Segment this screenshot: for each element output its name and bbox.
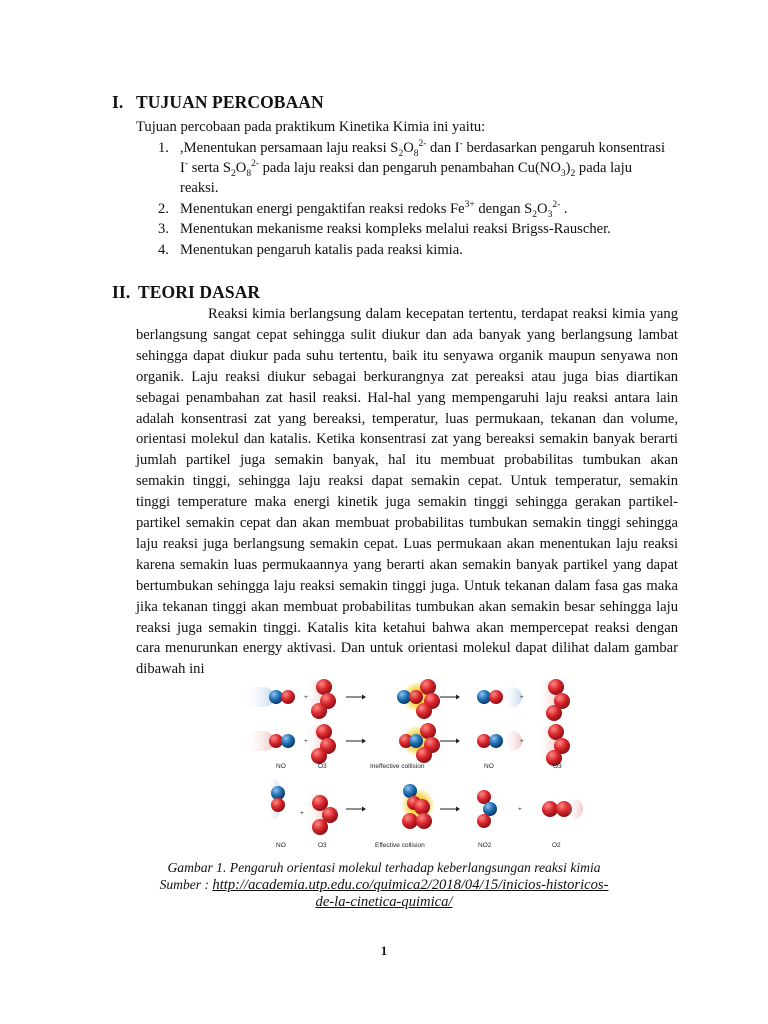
figure-caption: Gambar 1. Pengaruh orientasi molekul terhadap keberlangsungan reaksi kimia xyxy=(167,860,601,875)
paragraph-line: adalah konsentrasi zat yang bereaksi, temperatur, luas permukaan, tekanan dan volume, xyxy=(136,410,678,427)
paragraph-line: cara menurunkan energy aktivasi. Dan untuk orientasi molekul dapat dilihat dalam gambar xyxy=(136,640,678,657)
paragraph-line: laju reaksi juga berlangsung semakin cepat. Luas permukaan akan menentukan laju reaksi xyxy=(136,535,678,552)
label-o3: O3 xyxy=(318,763,327,770)
section-intro: Tujuan percobaan pada praktikum Kinetika Kimia ini yaitu: xyxy=(136,119,486,135)
nitrogen-atom xyxy=(483,802,497,816)
section-heading-1: I. TUJUAN PERCOBAAN xyxy=(112,92,324,112)
oxygen-atom xyxy=(420,723,436,739)
oxygen-atom xyxy=(548,679,564,695)
nitrogen-atom xyxy=(269,690,283,704)
label-no: NO xyxy=(276,842,286,849)
oxygen-atom xyxy=(546,705,562,721)
oxygen-atom xyxy=(420,679,436,695)
paragraph-line: organik. Laju reaksi diukur sebagai berkurangnya zat pereaksi atau juga bias diartikan xyxy=(136,368,678,385)
plus-sign: + xyxy=(300,810,304,817)
plus-sign: + xyxy=(520,738,524,745)
oxygen-atom xyxy=(416,813,432,829)
list-item: 1. ,Menentukan persamaan laju reaksi $S_2O_8^{2-}$ dan I- berdasarkan pengaruh konsentrasi I- serta $S_2O_8^{2-}$ pada laju reaksi dan pengaruh penambahan $Cu(NO_3)_2$ pada laju reaksi. xyxy=(158,138,678,198)
paragraph-line: reaksi juga semakin tinggi. Katalis kita ketahui bahwa akan mempercepat reaksi dengan xyxy=(136,619,678,636)
paragraph-line: sebagai penambahan zat hasil reaksi. Hal-hal yang mempengaruhi laju reaksi antara lain xyxy=(136,389,678,406)
list-item: 4. Menentukan pengaruh katalis pada reaksi kimia. xyxy=(158,242,463,258)
paragraph-line: partikel semakin cepat dan akan membuat probabilitas tumbukan semakin tinggi sehingga xyxy=(136,515,678,531)
oxygen-atom xyxy=(271,798,285,812)
oxygen-atom xyxy=(548,724,564,740)
label-effective-collision: Effective collision xyxy=(375,842,425,849)
paragraph-line: sehingga dapat diukur pada suhu tertentu, baik itu senyawa organik maupun senyawa non xyxy=(136,347,678,364)
nitrogen-atom xyxy=(409,734,423,748)
label-o2: O2 xyxy=(552,842,561,849)
nitrogen-atom xyxy=(281,734,295,748)
page-number: 1 xyxy=(380,944,388,958)
label-o3: O3 xyxy=(318,842,327,849)
oxygen-atom xyxy=(477,734,491,748)
paragraph-line: berlangsung sangat cepat sehingga sulit diukur dan ada banyak yang berlangsung lambat xyxy=(136,326,678,343)
nitrogen-atom xyxy=(477,690,491,704)
oxygen-atom xyxy=(311,703,327,719)
oxygen-atom xyxy=(542,801,558,817)
oxygen-atom xyxy=(414,799,430,815)
nitrogen-atom xyxy=(403,784,417,798)
paragraph-line: Reaksi kimia berlangsung dalam kecepatan tertentu, terdapat reaksi kimia yang xyxy=(208,306,678,322)
arrow-head xyxy=(362,739,366,744)
source-link[interactable]: http://academia.utp.edu.co/quimica2/2018/04/15/inicios-historicos- xyxy=(212,877,609,893)
section-title: TUJUAN PERCOBAAN xyxy=(136,92,324,112)
oxygen-atom xyxy=(477,790,491,804)
arrow-head xyxy=(456,807,460,812)
motion-trail xyxy=(566,799,583,819)
arrow-head xyxy=(456,695,460,700)
molecule-collision-figure xyxy=(244,675,583,855)
list-item-text: Menentukan mekanisme reaksi kompleks melalui reaksi Brigss-Rauscher. xyxy=(180,221,611,237)
plus-sign: + xyxy=(518,806,522,813)
section-title: TEORI DASAR xyxy=(138,282,261,302)
figure-molecules xyxy=(244,679,583,835)
motion-trail xyxy=(502,731,522,751)
arrow-head xyxy=(456,739,460,744)
paragraph-line: karena semakin luas permukaannya yang berarti akan semakin banyak partikel yang dapat xyxy=(136,556,678,573)
paragraph-line: orientasi molekul dan katalis. Ketika konsentrasi zat yang bereaksi semakin banyak berarti xyxy=(136,431,678,448)
plus-sign: + xyxy=(520,694,524,701)
oxygen-atom xyxy=(402,813,418,829)
list-item: 3. Menentukan mekanisme reaksi kompleks melalui reaksi Brigss-Rauscher. xyxy=(158,221,611,237)
figure-source: Sumber : http://academia.utp.edu.co/quimica2/2018/04/15/inicios-historicos- xyxy=(159,877,609,893)
nitrogen-atom xyxy=(271,786,285,800)
nitrogen-atom xyxy=(397,690,411,704)
paragraph-line: jika tekanan tinggi akan membuat probabilitas tumbukan akan semakin besar sehingga laju xyxy=(136,598,678,615)
list-item-text: Menentukan energi pengaktifan reaksi redoks $Fe^{3+}$ dengan $S_2O_3^{2-}$ . xyxy=(180,200,568,220)
list-item-text: Menentukan pengaruh katalis pada reaksi kimia. xyxy=(180,242,463,258)
label-ineffective-collision: Ineffective collision xyxy=(370,763,425,770)
oxygen-atom xyxy=(477,814,491,828)
oxygen-atom xyxy=(316,724,332,740)
label-no: NO xyxy=(484,763,494,770)
paragraph-line: jumlah partikel juga semakin banyak, hal itu membuat probabilitas tumbukan akan xyxy=(136,452,678,469)
list-item-line: I- serta $S_2O_8^{2-}$ pada laju reaksi dan pengaruh penambahan $Cu(NO_3)_2$ pada laju xyxy=(180,159,632,179)
oxygen-atom xyxy=(311,748,327,764)
label-no2: NO2 xyxy=(478,842,492,849)
oxygen-atom xyxy=(416,703,432,719)
arrow-head xyxy=(362,695,366,700)
list-item-line: ,Menentukan persamaan laju reaksi $S_2O_8^{2-}$ dan I- berdasarkan pengaruh konsentrasi xyxy=(180,139,666,159)
arrow-head xyxy=(362,807,366,812)
figure-source-cont xyxy=(0,893,768,911)
oxygen-atom xyxy=(281,690,295,704)
oxygen-atom xyxy=(409,690,423,704)
paragraph-line: dibawah ini xyxy=(136,661,205,678)
oxygen-atom xyxy=(312,819,328,835)
oxygen-atom xyxy=(489,690,503,704)
oxygen-atom xyxy=(316,679,332,695)
source-link-cont[interactable]: de-la-cinetica-quimica/ xyxy=(315,894,453,910)
list-item: 2. Menentukan energi pengaktifan reaksi redoks $Fe^{3+}$ dengan $S_2O_3^{2-}$ . xyxy=(158,200,568,220)
paragraph-line: semakin tinggi, sehingga laju reaksi dapat semakin cepat. Untuk temperatur, semakin xyxy=(136,473,678,490)
section-heading-2: II. TEORI DASAR xyxy=(112,282,261,302)
motion-trail xyxy=(502,687,522,707)
label-no: NO xyxy=(276,763,286,770)
nitrogen-atom xyxy=(489,734,503,748)
oxygen-atom xyxy=(416,747,432,763)
list-item-line: reaksi. xyxy=(180,180,219,196)
paragraph-line: tinggi temperature maka energi kinetik juga semakin tinggi sehingga gerakan partikel- xyxy=(136,494,678,511)
oxygen-atom xyxy=(269,734,283,748)
paragraph-line: bertumbukan sehingga laju reaksi semakin tinggi juga. Untuk tekanan dalam fasa gas maka xyxy=(136,577,678,594)
label-o3: O3 xyxy=(553,763,562,770)
